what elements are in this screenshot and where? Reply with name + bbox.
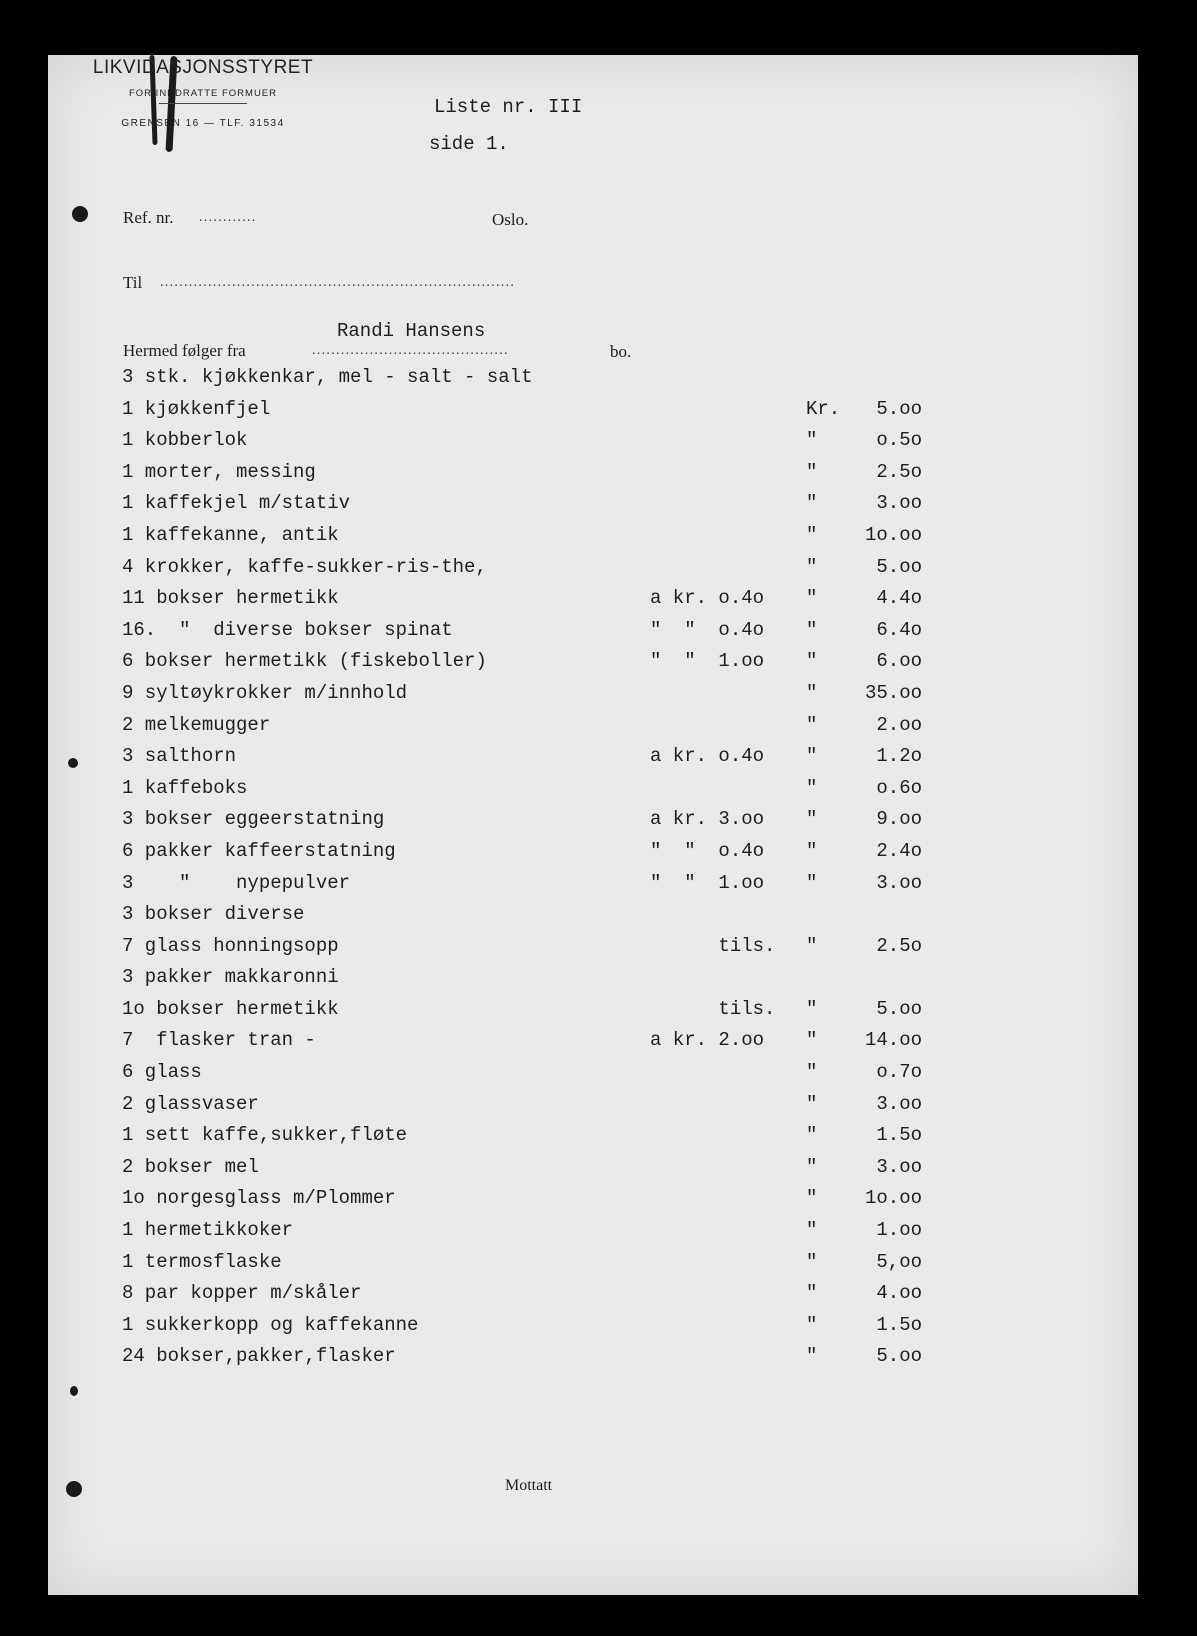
letterhead <box>68 57 338 129</box>
list-item <box>122 1124 942 1156</box>
item-description: 2 melkemugger <box>122 713 271 736</box>
item-amount: 1.5o <box>876 1313 922 1336</box>
list-item <box>122 777 942 809</box>
item-amount: 1.oo <box>876 1219 922 1242</box>
list-item <box>122 840 942 872</box>
bo-label: bo. <box>610 342 632 361</box>
item-amount: 3.oo <box>876 492 922 515</box>
list-item <box>122 429 942 461</box>
item-currency: " <box>806 460 818 483</box>
item-rate: " " o.4o <box>650 618 765 641</box>
list-item <box>122 1219 942 1251</box>
item-currency: " <box>806 871 818 894</box>
list-item <box>122 492 942 524</box>
list-item <box>122 556 942 588</box>
item-amount: 5.oo <box>876 555 922 578</box>
item-amount: 4.oo <box>876 1282 922 1305</box>
item-description: 7 glass honningsopp <box>122 934 339 957</box>
item-amount: 5.oo <box>876 997 922 1020</box>
item-description: 4 krokker, kaffe-sukker-ris-the, <box>122 555 487 578</box>
list-item <box>122 998 942 1030</box>
item-currency: " <box>806 555 818 578</box>
item-description: 1 kaffekanne, antik <box>122 523 339 546</box>
page-number: side 1. <box>429 133 509 155</box>
item-rate: tils. <box>650 934 776 957</box>
item-amount: 1o.oo <box>864 1187 922 1210</box>
owner-name: Randi Hansens <box>337 320 486 342</box>
list-number: Liste nr. III <box>434 96 583 118</box>
list-item <box>122 524 942 556</box>
item-currency: " <box>806 934 818 957</box>
list-item <box>122 1282 942 1314</box>
item-description: 1 hermetikkoker <box>122 1219 294 1242</box>
item-rate: " " o.4o <box>650 839 765 862</box>
list-item <box>122 650 942 682</box>
list-item <box>122 1029 942 1061</box>
item-currency: " <box>806 492 818 515</box>
list-item <box>122 587 942 619</box>
item-amount: 3.oo <box>876 1155 922 1178</box>
item-amount: 1.2o <box>876 745 922 768</box>
item-currency: " <box>806 587 818 610</box>
item-currency: " <box>806 523 818 546</box>
item-amount: 2.4o <box>876 839 922 862</box>
item-currency: " <box>806 776 818 799</box>
list-item <box>122 1156 942 1188</box>
item-description: 16. " diverse bokser spinat <box>122 618 453 641</box>
item-currency: " <box>806 1282 818 1305</box>
item-description: 1 kaffekjel m/stativ <box>122 492 351 515</box>
item-description: 6 bokser hermetikk (fiskeboller) <box>122 650 487 673</box>
item-description: 1 morter, messing <box>122 460 316 483</box>
item-rate: " " 1.oo <box>650 650 765 673</box>
item-description: 1 sett kaffe,sukker,fløte <box>122 1124 408 1147</box>
item-description: 1 termosflaske <box>122 1250 282 1273</box>
item-description: 1 kjøkkenfjel <box>122 397 271 420</box>
ref-label: Ref. nr. <box>123 208 174 227</box>
item-description: 3 salthorn <box>122 745 237 768</box>
punch-hole <box>70 1386 78 1396</box>
item-description: 1o bokser hermetikk <box>122 997 339 1020</box>
list-item <box>122 366 942 398</box>
item-description: 3 bokser eggeerstatning <box>122 808 385 831</box>
hermed-dots: ......................................... <box>312 343 509 358</box>
item-description: 3 " nypepulver <box>122 871 351 894</box>
item-description: 2 bokser mel <box>122 1155 259 1178</box>
item-currency: " <box>806 808 818 831</box>
item-currency: " <box>806 1345 818 1368</box>
item-currency: " <box>806 713 818 736</box>
item-currency: " <box>806 745 818 768</box>
item-amount: 5,oo <box>876 1250 922 1273</box>
item-rate: a kr. 2.oo <box>650 1029 765 1052</box>
list-item <box>122 966 942 998</box>
list-item <box>122 1251 942 1283</box>
item-description: 1 sukkerkopp og kaffekanne <box>122 1313 419 1336</box>
item-description: 11 bokser hermetikk <box>122 587 339 610</box>
list-item <box>122 619 942 651</box>
item-amount: 14.oo <box>864 1029 922 1052</box>
item-amount: 35.oo <box>864 681 922 704</box>
item-description: 3 stk. kjøkkenkar, mel - salt - salt <box>122 366 533 388</box>
ref-dots: ............ <box>199 210 257 225</box>
item-currency: " <box>806 1061 818 1084</box>
item-amount: 3.oo <box>876 1092 922 1115</box>
item-rate: " " 1.oo <box>650 871 765 894</box>
item-currency: " <box>806 650 818 673</box>
organization-name: LIKVIDASJONSSTYRET <box>92 57 314 78</box>
item-description: 6 glass <box>122 1061 202 1084</box>
item-currency: " <box>806 1250 818 1273</box>
item-currency: " <box>806 1313 818 1336</box>
item-amount: 5.oo <box>876 1345 922 1368</box>
item-currency: " <box>806 1124 818 1147</box>
list-item <box>122 935 942 967</box>
item-description: 9 syltøykrokker m/innhold <box>122 681 408 704</box>
item-amount: 1o.oo <box>864 523 922 546</box>
item-currency: " <box>806 1029 818 1052</box>
list-item <box>122 714 942 746</box>
city-label: Oslo. <box>492 210 529 229</box>
item-currency: " <box>806 429 818 452</box>
list-item <box>122 682 942 714</box>
letterhead-rule <box>159 103 247 104</box>
item-amount: 2.5o <box>876 934 922 957</box>
organization-address: GRENSEN 16 — TLF. 31534 <box>121 118 285 129</box>
item-description: 3 bokser diverse <box>122 903 305 926</box>
item-currency: Kr. <box>806 397 841 420</box>
item-description: 2 glassvaser <box>122 1092 259 1115</box>
item-currency: " <box>806 997 818 1020</box>
item-amount: 6.4o <box>876 618 922 641</box>
list-item <box>122 1061 942 1093</box>
item-amount: o.5o <box>876 429 922 452</box>
item-description: 24 bokser,pakker,flasker <box>122 1345 396 1368</box>
item-amount: 1.5o <box>876 1124 922 1147</box>
list-item <box>122 1345 942 1377</box>
list-item <box>122 461 942 493</box>
item-description: 1 kaffeboks <box>122 776 248 799</box>
punch-hole <box>66 1481 82 1497</box>
item-description: 1o norgesglass m/Plommer <box>122 1187 396 1210</box>
received-label: Mottatt <box>505 1477 553 1494</box>
item-amount: 9.oo <box>876 808 922 831</box>
item-currency: " <box>806 618 818 641</box>
hermed-label: Hermed følger fra <box>123 341 246 360</box>
list-item <box>122 745 942 777</box>
til-label: Til <box>123 273 143 292</box>
item-currency: " <box>806 1092 818 1115</box>
list-item <box>122 808 942 840</box>
item-rate: tils. <box>650 997 776 1020</box>
item-amount: 2.5o <box>876 460 922 483</box>
item-description: 6 pakker kaffeerstatning <box>122 839 396 862</box>
list-item <box>122 1187 942 1219</box>
organization-subtitle: FOR INNDRATTE FORMUER <box>128 88 277 99</box>
item-amount: o.7o <box>876 1061 922 1084</box>
list-item <box>122 872 942 904</box>
item-currency: " <box>806 1219 818 1242</box>
item-list <box>122 366 942 1377</box>
item-amount: 6.oo <box>876 650 922 673</box>
item-amount: o.6o <box>876 776 922 799</box>
item-currency: " <box>806 1187 818 1210</box>
item-currency: " <box>806 839 818 862</box>
item-currency: " <box>806 681 818 704</box>
item-currency: " <box>806 1155 818 1178</box>
punch-hole <box>72 206 88 222</box>
list-item <box>122 1314 942 1346</box>
list-item <box>122 903 942 935</box>
list-item <box>122 1093 942 1125</box>
item-amount: 5.oo <box>876 397 922 420</box>
item-description: 7 flasker tran - <box>122 1029 316 1052</box>
item-rate: a kr. o.4o <box>650 587 765 610</box>
item-rate: a kr. 3.oo <box>650 808 765 831</box>
list-item <box>122 398 942 430</box>
item-amount: 2.oo <box>876 713 922 736</box>
item-description: 8 par kopper m/skåler <box>122 1282 362 1305</box>
item-amount: 4.4o <box>876 587 922 610</box>
punch-hole <box>68 758 78 768</box>
item-rate: a kr. o.4o <box>650 745 765 768</box>
item-amount: 3.oo <box>876 871 922 894</box>
item-description: 1 kobberlok <box>122 429 248 452</box>
til-dots: .......................................................................... <box>160 275 516 290</box>
item-description: 3 pakker makkaronni <box>122 966 339 989</box>
